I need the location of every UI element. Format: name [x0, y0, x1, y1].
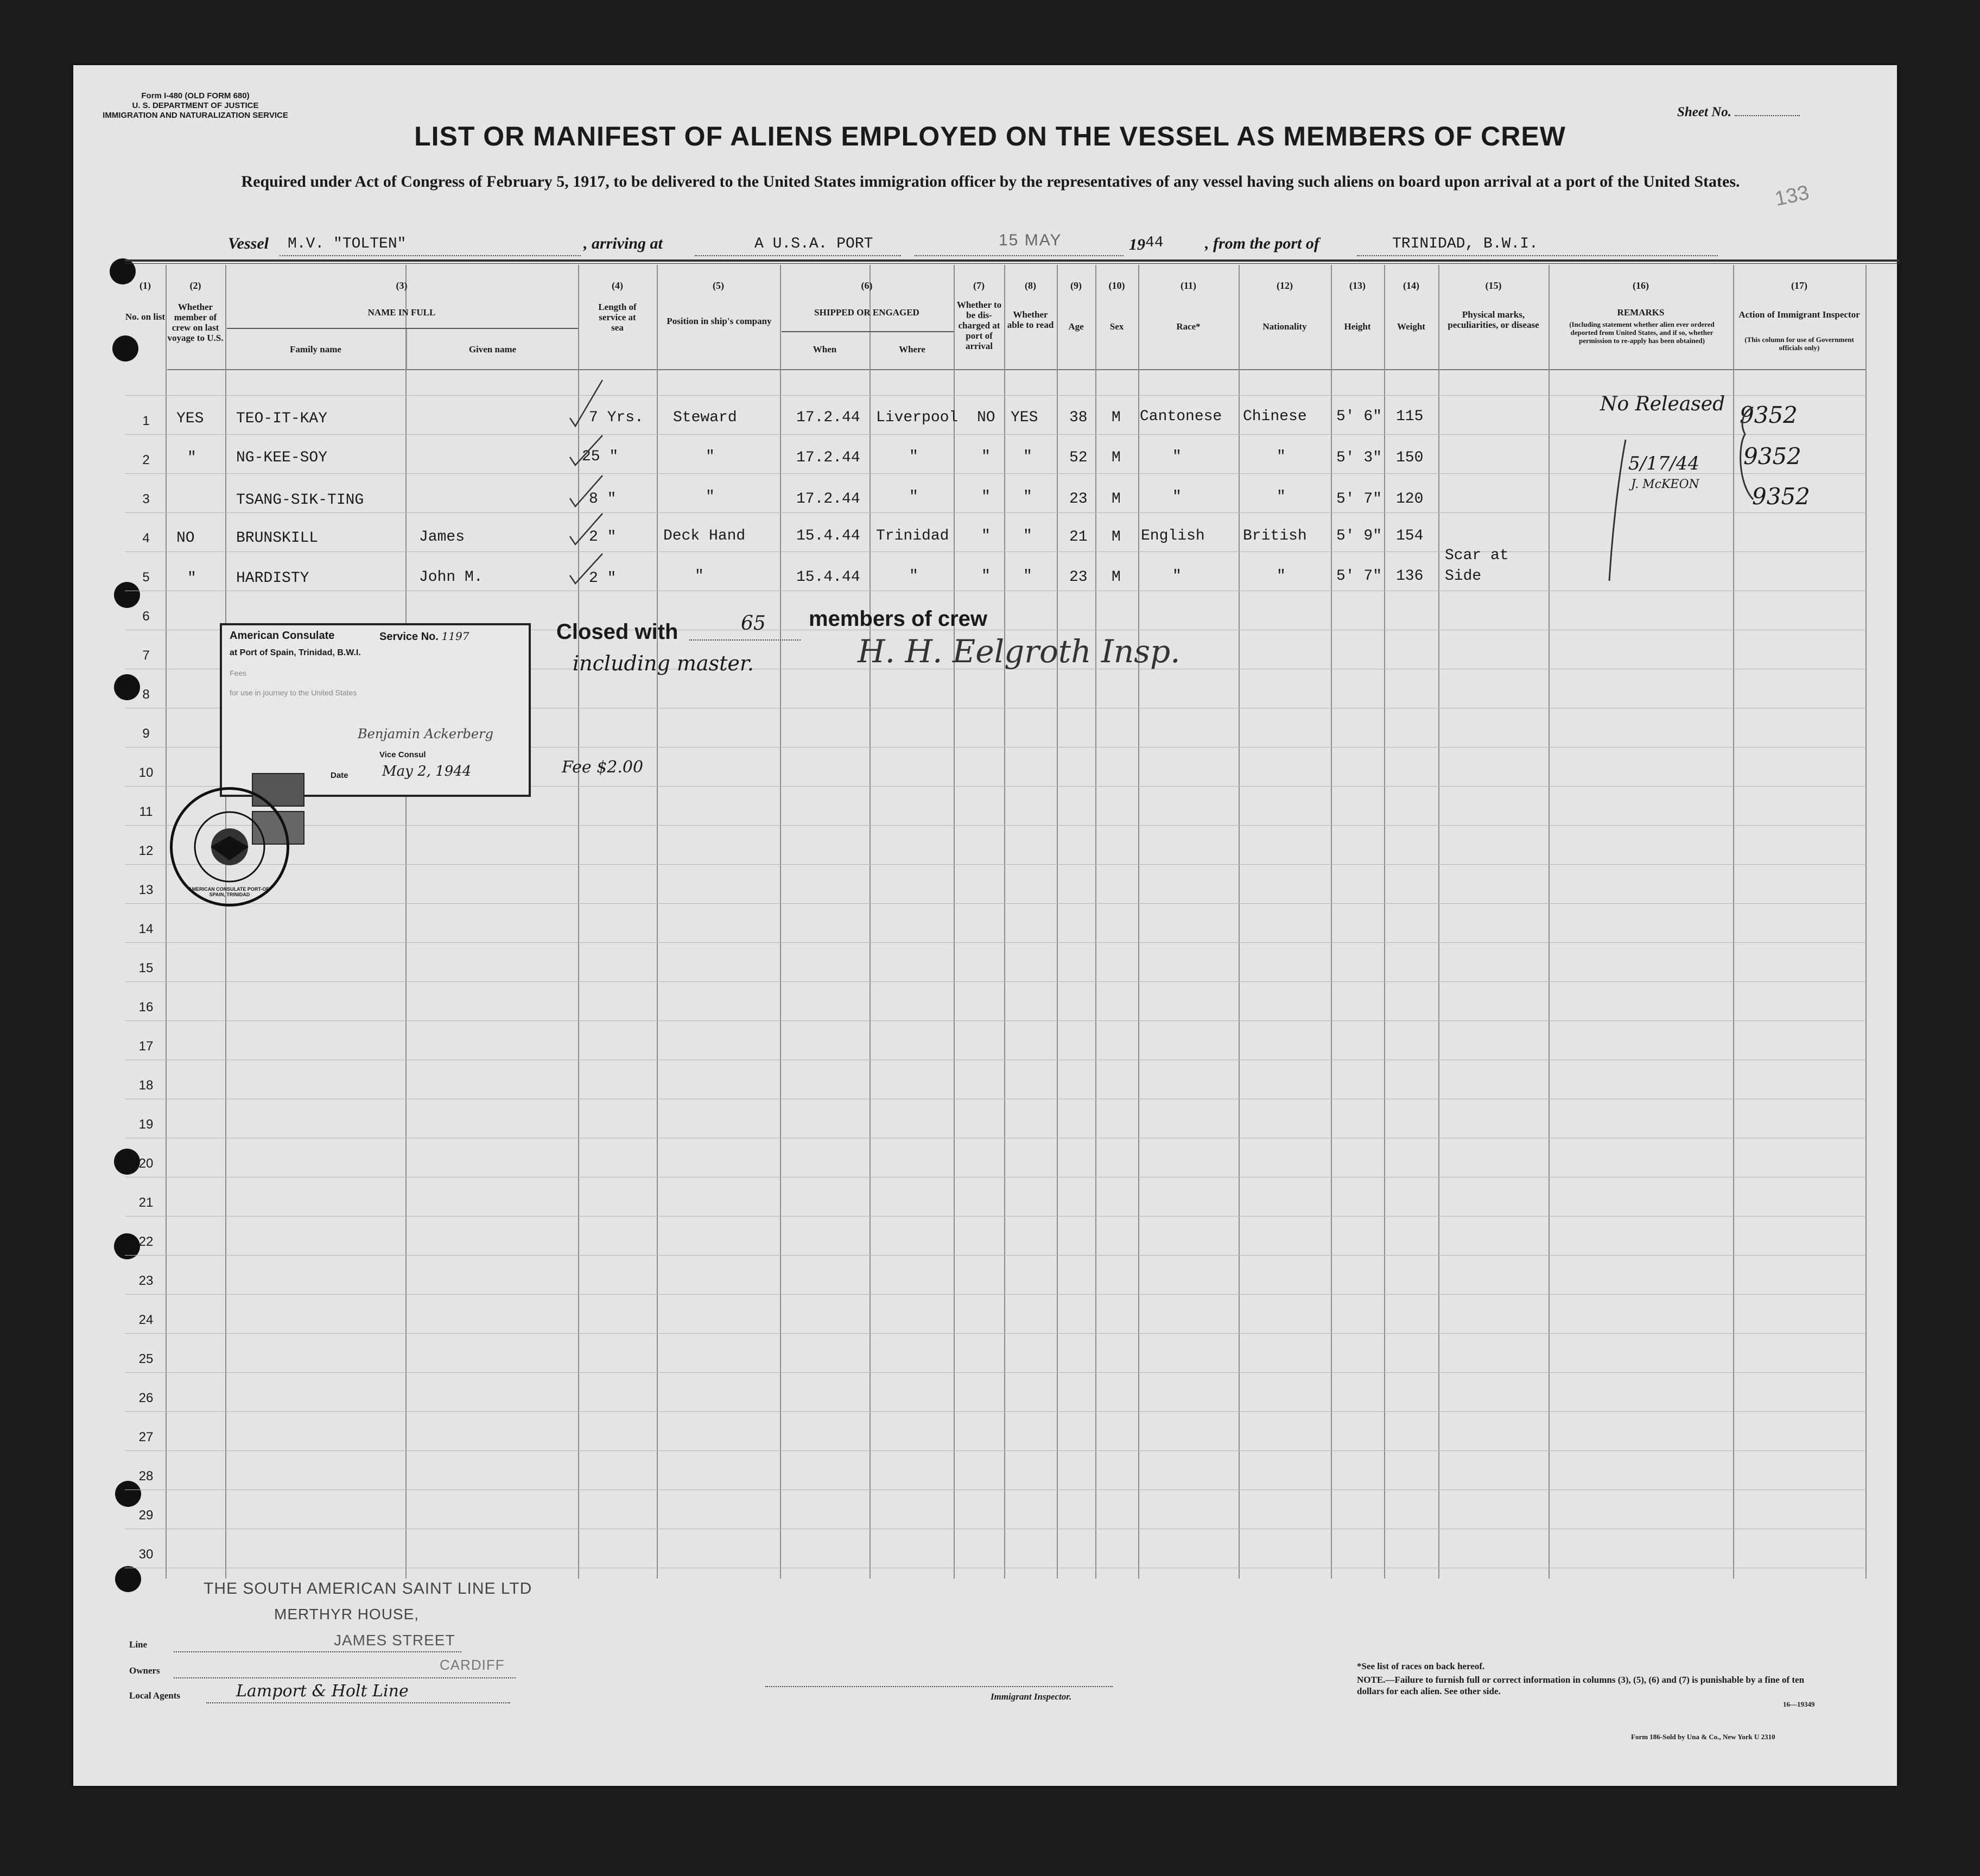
col-head-sex: Sex: [1109, 321, 1124, 332]
row-number: 2: [142, 453, 150, 467]
cell-read: ": [1023, 568, 1032, 585]
printer-note: Form 186-Sold by Una & Co., New York U 2310: [1631, 1733, 1775, 1741]
remarks-bracket: [1596, 402, 1769, 586]
consulate-forwarding: for use in journey to the United States: [230, 688, 357, 697]
year-label: [1129, 234, 1164, 254]
cell-discharged: ": [981, 528, 991, 544]
cell-service: 8 ": [589, 491, 617, 508]
inspector-note: (This column for use of Government officials only): [1744, 335, 1854, 352]
row-rule: [125, 1255, 1867, 1256]
crew-count: 65: [741, 612, 766, 635]
cell-height: 5' 9": [1336, 528, 1382, 544]
row-number: 13: [138, 883, 154, 897]
cell-sex: M: [1112, 491, 1121, 508]
col-num-7: (7): [973, 280, 985, 291]
col-rule: [1239, 265, 1240, 1579]
cell-position: ": [706, 448, 715, 465]
row-number: 1: [142, 414, 150, 428]
row-number: 4: [142, 531, 150, 546]
vessel-name: M.V. "TOLTEN": [288, 236, 407, 252]
cell-when: 17.2.44: [796, 449, 860, 466]
owner-line-4: CARDIFF: [440, 1657, 505, 1673]
row-number: 22: [138, 1234, 154, 1249]
cell-where: ": [909, 448, 918, 465]
row-number: 8: [142, 687, 150, 702]
row-number: 6: [142, 609, 150, 624]
arriving-port: A U.S.A. PORT: [754, 236, 873, 252]
cell-age: 38: [1069, 409, 1088, 426]
cell-family: TSANG-SIK-TING: [236, 492, 364, 509]
row-number: 18: [138, 1078, 154, 1093]
form-number: Form I-480 (OLD FORM 680): [141, 91, 250, 100]
col-head-remarks: REMARKS: [1617, 307, 1665, 318]
cell-service: 7 Yrs.: [589, 409, 644, 426]
service-number-label: Service No.: [379, 631, 439, 643]
col-rule: [1865, 265, 1867, 1579]
cell-race: ": [1172, 568, 1182, 585]
col-rule: [1438, 265, 1439, 1579]
cell-discharged: ": [981, 568, 991, 585]
check-mark: [570, 554, 602, 584]
including-master-note: including master.: [573, 651, 754, 675]
col-rule: [1057, 265, 1058, 1579]
inspector-signature: H. H. Eelgroth Insp.: [858, 633, 1181, 670]
cell-family: BRUNSKILL: [236, 530, 319, 547]
table-top-rule-thin: [125, 263, 1900, 264]
cell-weight: 136: [1396, 568, 1424, 585]
col-head-last-voyage: Whether member of crew on last voyage to U.S.: [167, 302, 224, 343]
col-head-marks: Physical marks, peculiarities, or disease: [1448, 309, 1539, 330]
cell-sex: M: [1112, 409, 1121, 426]
table-top-rule: [125, 259, 1900, 262]
cell-weight: 115: [1396, 408, 1424, 425]
cell-weight: 150: [1396, 449, 1424, 466]
check-mark: [570, 435, 602, 465]
cell-when: 17.2.44: [796, 409, 860, 426]
cell-last-voyage: ": [187, 449, 196, 466]
consulate-location: at Port of Spain, Trinidad, B.W.I.: [230, 648, 361, 657]
cell-read: ": [1023, 448, 1032, 465]
seal-text: AMERICAN CONSULATE PORT-OF-SPAIN, TRINIDAD: [188, 886, 271, 897]
cell-age: 23: [1069, 491, 1088, 508]
col-head-discharged: Whether to be dis-charged at port of arrival: [956, 300, 1002, 351]
row-number: 28: [138, 1469, 154, 1484]
col-head-family: Family name: [290, 344, 341, 354]
col-rule: [1549, 265, 1550, 1579]
col-num-16: (16): [1633, 280, 1649, 291]
shipped-subrule: [782, 331, 954, 332]
cell-race: ": [1172, 489, 1182, 505]
note-text: —Failure to furnish full or correct information in columns (3), (5), (6) and (7) is punishable by a fine of ten dollars for each alien. See other side.: [1357, 1675, 1805, 1696]
cell-discharged: ": [981, 489, 991, 505]
form-identifier: [79, 91, 312, 121]
col-head-weight: Weight: [1397, 321, 1425, 332]
row-number: 30: [138, 1547, 154, 1562]
row-rule: [125, 1294, 1867, 1295]
cell-height: 5' 7": [1336, 568, 1382, 585]
form-code: 16—19349: [1783, 1700, 1815, 1708]
col-rule: [1004, 265, 1005, 1579]
col-rule: [1384, 265, 1385, 1579]
col-rule: [780, 265, 781, 1579]
col-num-9: (9): [1070, 280, 1082, 291]
col-rule: [657, 265, 658, 1579]
row-number: 10: [138, 765, 154, 780]
remarks-initials: J. McKEON: [1631, 478, 1699, 491]
cell-family: HARDISTY: [236, 570, 309, 587]
cell-position: ": [695, 568, 704, 585]
cell-marks: Side: [1445, 568, 1482, 585]
cell-action: 9352: [1740, 402, 1798, 428]
cell-position: Steward: [673, 409, 737, 426]
owner-line-1: THE SOUTH AMERICAN SAINT LINE LTD: [204, 1580, 532, 1598]
local-agents-value: Lamport & Holt Line: [236, 1682, 409, 1701]
row-number: 20: [138, 1156, 154, 1171]
check-mark: [570, 380, 602, 426]
owners-field: [174, 1677, 516, 1678]
service-number: [379, 630, 469, 643]
cell-weight: 120: [1396, 491, 1424, 508]
col-num-1: (1): [139, 280, 151, 291]
col-head-read: Whether able to read: [1007, 309, 1054, 330]
sheet-number-label: Sheet No.: [1677, 105, 1731, 119]
from-port: TRINIDAD, B.W.I.: [1392, 236, 1538, 252]
corner-stamp: 133: [1773, 181, 1811, 211]
cell-given: John M.: [419, 569, 483, 586]
vice-consul-label: Vice Consul: [379, 750, 426, 759]
row-number: 17: [138, 1039, 154, 1054]
sheet-number: [1677, 105, 1800, 120]
col-num-14: (14): [1403, 280, 1419, 291]
cell-height: 5' 7": [1336, 491, 1382, 508]
row-rule: [125, 1411, 1867, 1412]
col-head-name: NAME IN FULL: [367, 307, 436, 318]
from-port-label: , from the port of: [1205, 234, 1319, 252]
crew-count-line: [689, 639, 801, 641]
form-title: LIST OR MANIFEST OF ALIENS EMPLOYED ON THE VESSEL AS MEMBERS OF CREW: [414, 121, 1566, 151]
vessel-label: Vessel: [228, 234, 269, 252]
row-number: 24: [138, 1313, 154, 1327]
consulate-title: American Consulate: [230, 630, 335, 642]
owners-label: Owners: [129, 1665, 160, 1676]
note-label: NOTE.: [1357, 1675, 1386, 1685]
cell-nationality: ": [1277, 568, 1286, 585]
cell-sex: M: [1112, 569, 1121, 586]
col-head-where: Where: [899, 344, 925, 354]
row-number: 19: [138, 1117, 154, 1132]
col-rule: [1138, 265, 1139, 1579]
punch-hole: [115, 1481, 141, 1507]
year-prefix: 19: [1129, 236, 1145, 253]
col-head-age: Age: [1068, 321, 1084, 332]
cell-when: 15.4.44: [796, 569, 860, 586]
cell-position: ": [706, 489, 715, 505]
consulate-seal: [170, 787, 289, 907]
line-label: Line: [129, 1639, 148, 1650]
col-num-5: (5): [713, 280, 724, 291]
cell-nationality: ": [1277, 448, 1286, 465]
agents-field: [206, 1702, 510, 1703]
races-note: *See list of races on back hereof.: [1357, 1661, 1485, 1671]
owner-line-2: MERTHYR HOUSE,: [274, 1606, 420, 1623]
row-number: 7: [142, 648, 150, 663]
remarks-note: (Including statement whether alien ever ordered deported from United States, and if so, whether permission to re-apply has been obtained): [1569, 320, 1715, 345]
cell-race: English: [1141, 528, 1205, 544]
cell-nationality: ": [1277, 489, 1286, 505]
row-number: 16: [138, 1000, 154, 1015]
col-head-position: Position in ship's company: [667, 316, 772, 326]
consulate-fees: Fees: [230, 669, 247, 677]
row-number: 9: [142, 726, 150, 741]
service-number-value: 1197: [441, 630, 469, 643]
cell-read: ": [1023, 528, 1032, 544]
cell-height: 5' 6": [1336, 408, 1382, 425]
col-num-6: (6): [861, 280, 873, 291]
col-rule: [1095, 265, 1096, 1579]
row-number: 15: [138, 961, 154, 975]
col-rule: [870, 265, 871, 1579]
col-rule: [405, 265, 407, 1579]
cell-service: 2 ": [589, 570, 617, 587]
cell-weight: 154: [1396, 528, 1424, 544]
cell-where: Liverpool: [876, 409, 959, 426]
fine-note: [1357, 1674, 1824, 1697]
row-rule: [125, 942, 1867, 943]
cell-where: ": [909, 568, 918, 585]
row-number: 26: [138, 1391, 154, 1405]
col-head-race: Race*: [1176, 321, 1201, 332]
cell-age: 21: [1069, 529, 1088, 546]
col-head-given: Given name: [468, 344, 517, 354]
row-rule: [125, 981, 1867, 982]
members-of-crew-label: members of crew: [809, 607, 988, 631]
cell-discharged: ": [981, 448, 991, 465]
col-rule: [225, 265, 226, 1579]
check-mark: [570, 476, 602, 506]
cell-sex: M: [1112, 449, 1121, 466]
col-num-11: (11): [1181, 280, 1196, 291]
col-head-service: Length of service at sea: [598, 302, 637, 333]
cell-nationality: Chinese: [1243, 408, 1307, 425]
col-num-13: (13): [1349, 280, 1366, 291]
col-head-inspector: Action of Immigrant Inspector: [1738, 309, 1860, 320]
form-subtitle: Required under Act of Congress of February 5, 1917, to be delivered to the United States immigration officer by the representatives of any vessel having such aliens on board upon arrival at a port of the United States.: [241, 173, 1740, 191]
col-rule: [166, 265, 167, 1579]
row-number: 12: [138, 844, 154, 858]
cell-sex: M: [1112, 529, 1121, 546]
consulate-date: May 2, 1944: [382, 763, 472, 779]
department: U. S. DEPARTMENT OF JUSTICE: [132, 101, 259, 110]
cell-where: ": [909, 489, 918, 505]
punch-hole: [112, 335, 138, 362]
cell-nationality: British: [1243, 528, 1307, 544]
cell-given: James: [419, 529, 465, 546]
col-rule: [954, 265, 955, 1579]
col-num-2: (2): [189, 280, 201, 291]
cell-read: ": [1023, 489, 1032, 505]
col-head-shipped: SHIPPED OR ENGAGED: [814, 307, 919, 318]
cell-last-voyage: ": [187, 570, 196, 587]
col-num-3: (3): [396, 280, 408, 291]
row-number: 27: [138, 1430, 154, 1444]
line-field: [174, 1651, 461, 1652]
punch-hole: [115, 1566, 141, 1592]
row-number: 25: [138, 1352, 154, 1366]
cell-service: 2 ": [589, 529, 617, 546]
cell-age: 52: [1069, 449, 1088, 466]
cell-when: 17.2.44: [796, 491, 860, 508]
cell-height: 5' 3": [1336, 449, 1382, 466]
consul-signature: Benjamin Ackerberg: [358, 726, 493, 741]
row-rule: [125, 1333, 1867, 1334]
immigrant-inspector-label: Immigrant Inspector.: [991, 1691, 1072, 1702]
cell-discharged: NO: [977, 409, 995, 426]
row-number: 3: [142, 492, 150, 506]
row-number: 23: [138, 1273, 154, 1288]
cell-family: NG-KEE-SOY: [236, 449, 328, 466]
col-num-4: (4): [612, 280, 623, 291]
row-rule: [125, 903, 1867, 904]
cell-position: Deck Hand: [663, 528, 746, 544]
col-num-15: (15): [1485, 280, 1502, 291]
cell-last-voyage: YES: [176, 410, 204, 427]
arriving-label: , arriving at: [583, 234, 663, 252]
arrival-date-stamp: 15 MAY: [999, 231, 1062, 249]
row-number: 29: [138, 1508, 154, 1523]
agents-label: Local Agents: [129, 1690, 180, 1701]
closed-with-label: Closed with: [556, 620, 678, 644]
remarks-date: 5/17/44: [1628, 453, 1700, 474]
cell-where: Trinidad: [876, 528, 949, 544]
row-rule: [125, 1450, 1867, 1451]
cell-marks: Scar at: [1445, 547, 1509, 564]
inspector-signature-line: [765, 1686, 1113, 1687]
fee-note: Fee $2.00: [562, 758, 644, 777]
row-rule: [125, 864, 1867, 865]
cell-action: 9352: [1743, 443, 1801, 470]
col-head-nationality: Nationality: [1262, 321, 1307, 332]
punch-hole: [114, 582, 140, 608]
check-mark: [570, 514, 602, 544]
row-rule: [125, 825, 1867, 826]
row-number: 21: [138, 1195, 154, 1210]
row-number: 5: [142, 570, 150, 585]
col-head-height: Height: [1344, 321, 1371, 332]
cell-read: YES: [1011, 409, 1038, 426]
cell-last-voyage: NO: [176, 530, 195, 547]
row-number: 14: [138, 922, 154, 936]
col-num-12: (12): [1277, 280, 1293, 291]
cell-action: 9352: [1752, 483, 1810, 510]
row-number: 11: [139, 804, 153, 819]
col-rule: [1331, 265, 1332, 1579]
service-name: IMMIGRATION AND NATURALIZATION SERVICE: [103, 111, 288, 120]
cell-age: 23: [1069, 569, 1088, 586]
cell-race: Cantonese: [1140, 408, 1222, 425]
cell-service: 25 ": [582, 448, 619, 465]
col-head-when: When: [813, 344, 837, 354]
header-bottom-rule: [167, 369, 1866, 370]
col-num-10: (10): [1108, 280, 1125, 291]
cell-when: 15.4.44: [796, 528, 860, 544]
cell-family: TEO-IT-KAY: [236, 410, 328, 427]
remarks-released: No Released: [1600, 393, 1725, 415]
row-rule: [125, 1372, 1867, 1373]
check-marks: [564, 375, 651, 597]
col-num-8: (8): [1025, 280, 1036, 291]
consulate-date-label: Date: [331, 771, 348, 780]
name-subrule: [227, 328, 578, 329]
col-num-17: (17): [1791, 280, 1807, 291]
year-suffix: 44: [1145, 234, 1164, 251]
col-head-no: No. on list: [125, 312, 166, 322]
cell-race: ": [1172, 448, 1182, 465]
owner-line-3: JAMES STREET: [334, 1632, 455, 1649]
